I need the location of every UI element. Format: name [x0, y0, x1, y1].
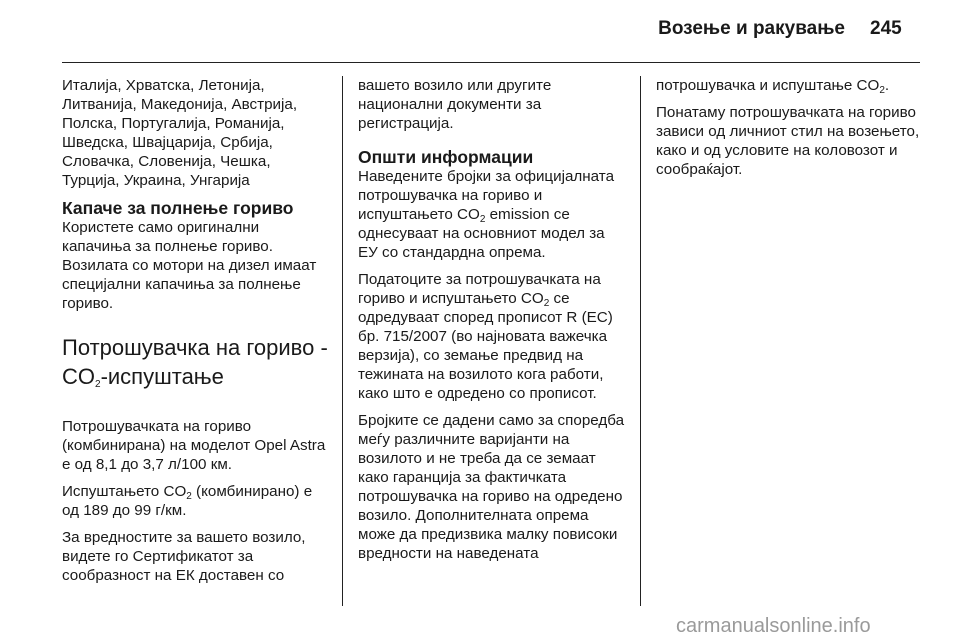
certificate-paragraph: За вредностите за вашето возило, видете го Сертификатот за сообразност на ЕК доставен со: [62, 529, 306, 584]
regulation-paragraph: Податоците за потрошувачката на гориво и испуштањето $CO_2$ се одредуваат според прописот R (ЕС) бр. 715/2007 (во најновата важечка верзија), со земање предвид на тежината на возилото кога работи, како што е одредено со прописот.: [358, 271, 613, 402]
page-header-title: Возење и ракување: [658, 18, 845, 39]
column-divider-2: [640, 76, 641, 606]
emission-paragraph: Испуштањето $CO_2$ (комбинирано) е од 189 до 99 г/км.: [62, 483, 313, 519]
country-list: Италија, Хрватска, Летонија, Литванија, Македонија, Австрија, Полска, Португалија, Романија, Шведска, Швајцарија, Србија, Словачка, Словенија, Чешка, Турција, Украина, Унгарија: [62, 77, 298, 189]
consumption-continued: потрошувачка и испуштање $CO_2$.: [656, 77, 890, 96]
fuel-cap-heading: Капаче за полнење гориво: [62, 198, 294, 218]
header-divider: [62, 62, 920, 63]
comparison-paragraph: Бројките се дадени само за споредба меѓу различните варијанти на возилото и не треба да се земаат како гаранција за фактичката потрошувачка на гориво на одредено возило. Дополнителната опрема може да предизвика малку повисоки вредности на наведената: [358, 412, 625, 562]
registration-paragraph: вашето возило или другите национални документи за регистрација.: [358, 77, 552, 132]
fuel-cap-text: Користете само оригинални капачиња за полнење гориво. Возилата со мотори на дизел имаат специјални капачиња за полнење гориво.: [62, 219, 317, 312]
section-title: Потрошувачка на гориво - $CO_2$-испуштање: [62, 335, 328, 390]
consumption-paragraph: Потрошувачката на гориво (комбинирана) на моделот Opel Astra е од 8,1 до 3,7 л/100 км.: [62, 418, 326, 473]
column-2: [358, 76, 628, 571]
official-figures-paragraph: Наведените бројки за официјалната потрошувачка на гориво и испуштањето $CO_2$ emission се однесуваат на основниот модел за ЕУ со стандардна опрема.: [358, 168, 615, 261]
column-1: [62, 76, 332, 593]
driving-style-paragraph: Понатаму потрошувачката на гориво зависи од личниот стил на возењето, како и од условите на коловозот и сообраќајот.: [656, 104, 920, 178]
column-3: [656, 76, 926, 187]
column-divider-1: [342, 76, 343, 606]
page-number: 245: [870, 18, 902, 39]
general-info-heading: Општи информации: [358, 147, 534, 167]
watermark: carmanualsonline.info: [676, 615, 871, 637]
